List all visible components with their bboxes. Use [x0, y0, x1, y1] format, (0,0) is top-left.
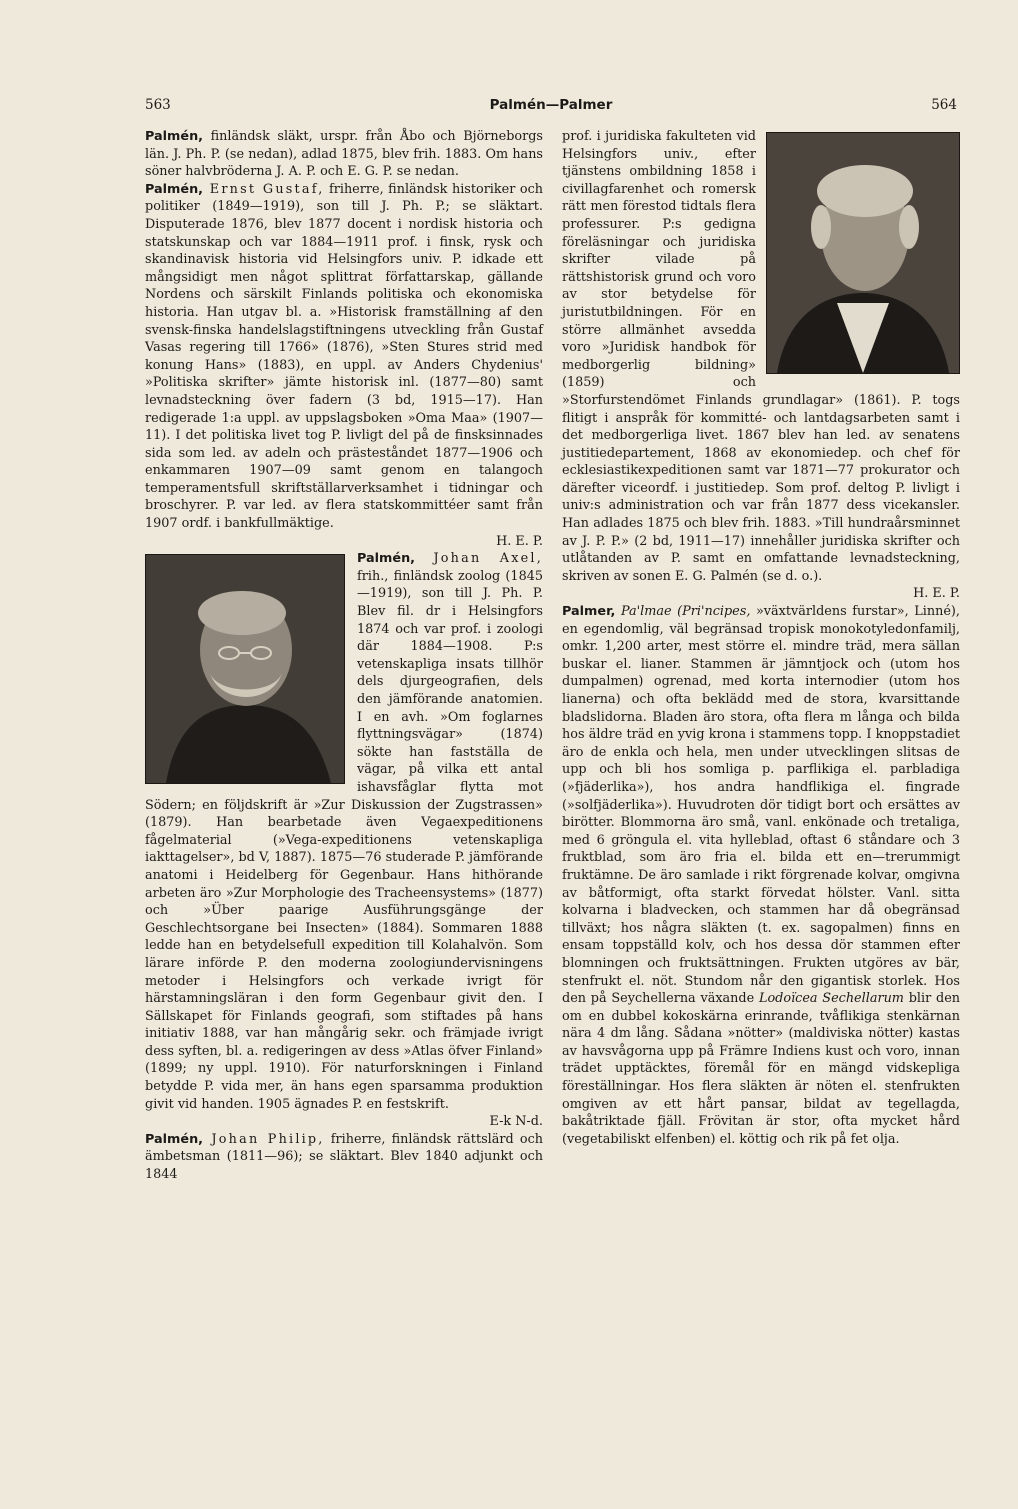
author-signature: H. E. P.: [913, 586, 960, 602]
person-name: Ernst Gustaf,: [203, 181, 325, 197]
entry-palmen-johan-axel: [145, 550, 543, 1131]
page-title: Palmén—Palmer: [489, 97, 613, 113]
entry-palmen-johan-philip-continued: [562, 128, 960, 603]
latin-name: Pa'lmae (Pri'ncipes,: [615, 604, 751, 620]
author-signature: H. E. P.: [496, 533, 543, 549]
portrait-illustration: [146, 555, 344, 783]
entry-text: friherre, finländsk historiker och politiker (1849—1919), son till J. Ph. P.; se släktart. Disputerade 1876, blev 1877 docent i nordisk historia och statskunskap och var 1884—1911 prof. i finsk, rysk och skandinavisk historia vid Helsingfors univ. P. idkade ett mångsidigt men något splittrat författarskap, gällande Nordens och särskilt Finlands politiska och ekonomiska historia. Han utgav bl. a. »Historisk framställning af den svensk-finska handelslagstiftningens utveckling från Gustaf Vasas regering till 1766» (1876), »Sten Stures strid med konung Hans» (1883), en uppl. av Anders Chydenius' »Politiska skrifter» jämte historisk inl. (1877—80) samt levnadsteckning över fadern (3 bd, 1915—17). Han redigerade 1:a uppl. av uppslagsboken »Oma Maa» (1907—11). I det politiska livet tog P. livligt del på de finsksinnades sida som led. av adeln och prästeståndet 1877—1906 och enkammaren 1907—09 samt genom en talangoch temperamentsfull skriftställarverksamhet i tidningar och broschyrer. P. var led. av flera statskommittéer samt från 1907 ordf. i bankfullmäktige.: [145, 181, 543, 532]
species-name: Lodoïcea Sechellarum: [758, 991, 904, 1007]
portrait-illustration: [767, 133, 959, 373]
entry-text: blir den om en dubbel kokoskärna erinrande, tvåflikiga stenkärnan nära 4 dm lång. Sådana »nötter» (maldiviska nötter) kastas av havsvågorna upp på Främre Indiens kust och voro, innan trädet upptäcktes, föremål för en mängd vidskepliga föreställningar. Hos flera släkten är nöten el. stenfrukten omgiven av ett hårt pansar, bildat av tegellagda, bakåtriktade fjäll. Frövitan är stor, ofta mycket hård (vegetabiliskt elfenben) el. köttig och rik på fet olja.: [562, 991, 961, 1147]
portrait-photo: [766, 132, 960, 374]
author-signature: E-k N-d.: [489, 1114, 543, 1130]
headword: Palmén,: [145, 129, 204, 144]
entry-palmen-johan-philip: [145, 1131, 543, 1184]
headword: Palmén,: [145, 1131, 204, 1147]
entry-text: friherre, finländsk rättslärd och ämbetsman (1811—96); se släktart. Blev 1840 adjunkt och 1844: [145, 1131, 543, 1183]
entry-text: frih., finländsk zoolog (1845—1919), son till J. Ph. P. Blev fil. dr i Helsingfors 1874 och var prof. i zoologi där 1884—1908. P:s vetenskapliga insats tillhör dels djurgeografien, dels den jämförande anatomien. I en avh. »Om foglarnes flyttningsvägar» (1874) sökte han fastställa de vägar, på vilka ett antal ishavsfåglar flytta mot Södern; en följdskrift är »Zur Diskussion der Zugstrassen» (1879). Han bearbetade även Vegaexpeditionens fågelmaterial (»Vega-expeditionens vetenskapliga iakttagelser», bd V, 1887). 1875—76 studerade P. jämförande anatomi i Heidelberg för Gegenbaur. Hans hithörande arbeten äro »Zur Morphologie des Tracheensystems» (1877) och »Über paarige Ausführungsgänge der Geschlechtsorgane bei Insecten» (1884). Sommaren 1888 ledde han en betydelsefull expedition till Kolahalvön. Som lärare införde P. den moderna zoologiundervisningens metoder i Helsingfors och verkade ivrigt för härstamningsläran i den form Gegenbaur givit den. I Sällskapet för Finlands geografi, som stiftades på hans initiativ 1888, var han mångårig sekr. och främjade ivrigt dess syften, bl. a. redigeringen av dess »Atlas öfver Finland» (1899; ny uppl. 1910). För naturforskningen i Finland betydde P. vida mer, än hans egen sparsamma produktion givit vid handen. 1905 ägnades P. en festskrift.: [145, 568, 543, 1112]
headword: Palmer,: [562, 604, 616, 620]
entry-palmen-family: [145, 128, 543, 181]
headword: Palmén,: [357, 551, 416, 567]
entry-palmer: [562, 603, 960, 1148]
left-column: [145, 128, 543, 1184]
person-name: Johan Philip,: [203, 1131, 325, 1147]
entry-text: »växtvärldens furstar», Linné), en egendomlig, väl begränsad tropisk monokotyledonfamilj, omkr. 1,200 arter, mest större el. mindre träd, mera sällan buskar el. lianer. Stammen är jämntjock och (utom hos dumpalmen) ogrenad, med korta internodier (utom hos lianerna) och ofta beklädd med de stora, kvarsittande bladslidorna. Bladen äro stora, ofta flera m långa och bilda hos äldre träd en yvig krona i stammens topp. I knoppstadiet äro de enkla och hela, men under utvecklingen slitsas de upp och bli hos somliga p. parflikiga el. parbladiga (»fjäderlika»), hos andra handflikiga el. fingrade (»solfjäderlika»). Huvudroten dör tidigt bort och ersättes av birötter. Blommorna äro små, vanl. enkönade och tretaliga, med 6 gröngula el. vita hylleblad, oftast 6 ståndare och 3 fruktblad, som äro fria el. bilda ett en—trerummigt fruktämne. De äro samlade i rikt förgrenade kolvar, omgivna av båtformigt, ofta starkt förvedat hölster. Vanl. sitta kolvarna i bladvecken, och stammen har då obegränsad tillväxt; hos några släkten (t. ex. sagopalmen) finns en ensam toppställd kolv, och hos dessa dör stammen efter blomningen och fruktsättningen. Frukten utgöres av bär, stenfrukt el. nöt. Stundom når den gigantisk storlek. Hos den på Seychellerna växande: [562, 604, 960, 1007]
page-number-right: 564: [931, 97, 957, 113]
entry-palmen-ernst-gustaf: [145, 181, 543, 550]
portrait-photo: [145, 554, 345, 784]
page-number-left: 563: [145, 97, 171, 113]
entry-text: finländsk släkt, urspr. från Åbo och Björneborgs län. J. Ph. P. (se nedan), adlad 1875, blev frih. 1883. Om hans söner halvbröderna J. A. P. och E. G. P. se nedan.: [145, 129, 543, 180]
entry-text: prof. i juridiska fakulteten vid Helsingfors univ., efter tjänstens ombildning 1858 i civillagfarenhet och romersk rätt men förestod tidtals flera professurer. P:s gedigna föreläsningar och juridiska skrifter vilade på rättshistorisk grund och voro av stor betydelse för juristutbildningen. För en större allmänhet avsedda voro »Juridisk handbok för medborgerlig bildning» (1859) och »Storfurstendömet Finlands grundlagar» (1861). P. togs flitigt i anspråk för kommitté- och lantdagsarbeten samt i det medborgerliga livet. 1867 blev han led. av senatens justitiedepartement, 1868 av ekonomiedep. och chef för ecklesiastikexpeditionen samt var 1871—77 prokurator och därefter viceordf. i justitiedep. Som prof. deltog P. livligt i univ:s administration och var från 1877 dess vicekansler. Han adlades 1875 och blev frih. 1883. »Till hundraårsminnet av J. P. P.» (2 bd, 1911—17) innehåller juridiska skrifter och utlåtanden av P. samt en omfattande levnadsteckning, skriven av sonen E. G. Palmén (se d. o.).: [562, 129, 960, 584]
person-name: Johan Axel,: [415, 551, 543, 567]
headword: Palmén,: [145, 181, 204, 197]
right-column: [562, 128, 960, 1148]
